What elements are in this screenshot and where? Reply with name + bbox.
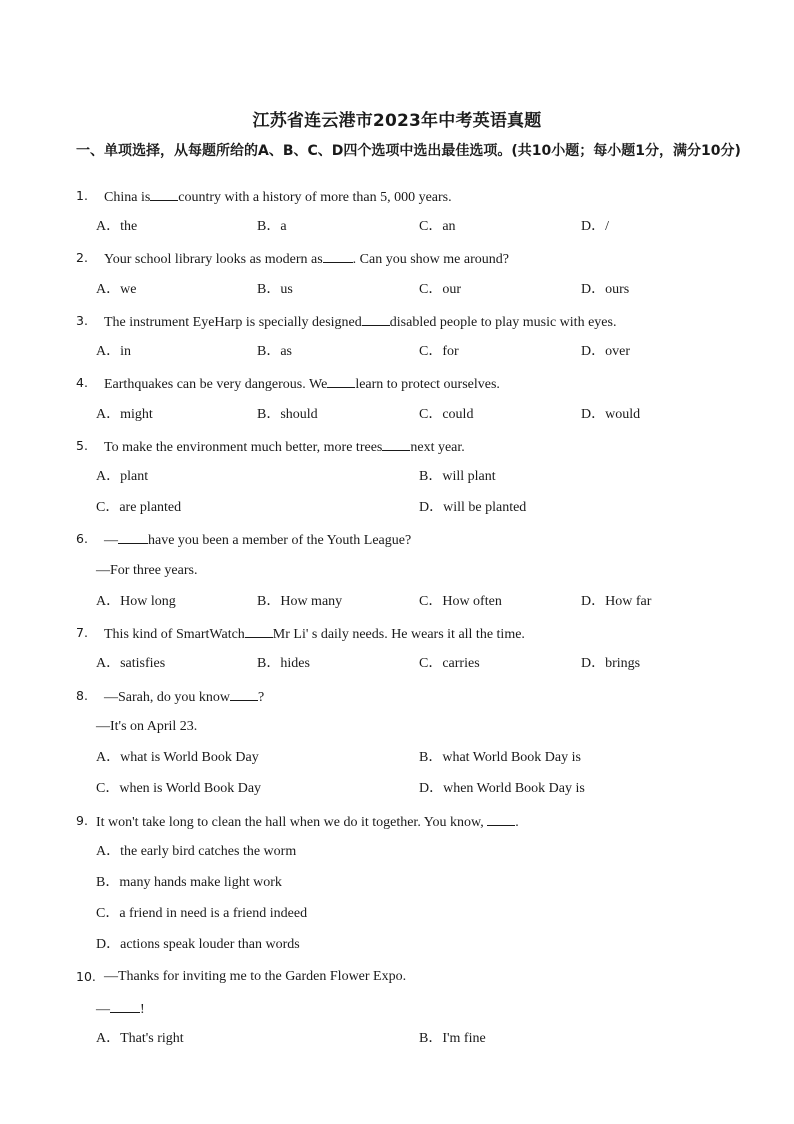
option-a: A．in	[96, 344, 131, 359]
option-c: C．our	[419, 282, 461, 297]
answer-blank	[362, 311, 390, 326]
question-number: 7.	[76, 625, 88, 640]
question-number: 6.	[76, 531, 88, 546]
option-a: A．might	[96, 407, 153, 422]
option-d: D．when World Book Day is	[419, 781, 585, 796]
section-heading: 一、单项选择，从每题所给的A、B、C、D四个选项中选出最佳选项。(共10小题；每小题1分，满分10分)	[76, 143, 741, 159]
option-d: D．ours	[581, 282, 630, 297]
question-number: 3.	[76, 313, 88, 328]
option-d: D．would	[581, 407, 641, 422]
question-text: China is country with a history of more than 5, 000 years.	[104, 186, 452, 208]
option-b: B．many hands make light work	[96, 875, 282, 890]
option-d: D．will be planted	[419, 500, 527, 515]
answer-blank	[230, 686, 258, 701]
option-a: A．satisfies	[96, 656, 166, 671]
answer-blank	[487, 811, 515, 826]
question-number: 10.	[76, 969, 96, 984]
question-number: 1.	[76, 188, 88, 203]
option-c: C．an	[419, 219, 456, 234]
option-a: A．the early bird catches the worm	[96, 844, 297, 859]
option-d: D．actions speak louder than words	[96, 937, 300, 952]
option-b: B．How many	[257, 594, 343, 609]
reply-text: —It's on April 23.	[96, 719, 198, 734]
question-number: 5.	[76, 438, 88, 453]
question-text: To make the environment much better, more trees next year.	[104, 436, 465, 458]
option-b: B．as	[257, 344, 292, 359]
question-text: — have you been a member of the Youth League?	[104, 529, 411, 551]
question-text: —Thanks for inviting me to the Garden Flower Expo.	[104, 969, 407, 984]
question-number: 9.	[76, 813, 88, 828]
option-c: C．a friend in need is a friend indeed	[96, 906, 308, 921]
answer-blank	[382, 436, 410, 451]
answer-blank	[118, 529, 148, 544]
answer-blank	[245, 623, 273, 638]
option-c: C．are planted	[96, 500, 182, 515]
option-d: D．over	[581, 344, 630, 359]
reply-text: — !	[96, 998, 145, 1020]
option-d: D．/	[581, 219, 609, 234]
option-b: B．a	[257, 219, 287, 234]
question-number: 2.	[76, 250, 88, 265]
answer-blank	[327, 373, 355, 388]
option-c: C．carries	[419, 656, 480, 671]
option-c: C．could	[419, 407, 474, 422]
question-number: 4.	[76, 375, 88, 390]
answer-blank	[323, 248, 353, 263]
option-b: B．us	[257, 282, 293, 297]
question-text: —Sarah, do you know ?	[104, 686, 264, 708]
question-text: Earthquakes can be very dangerous. We learn to protect ourselves.	[104, 373, 500, 395]
answer-blank	[110, 998, 140, 1013]
option-b: B．what World Book Day is	[419, 750, 581, 765]
question-text: Your school library looks as modern as . Can you show me around?	[104, 248, 509, 270]
option-a: A．the	[96, 219, 138, 234]
option-b: B．should	[257, 407, 318, 422]
option-b: B．I'm fine	[419, 1031, 486, 1046]
question-number: 8.	[76, 688, 88, 703]
option-c: C．when is World Book Day	[96, 781, 262, 796]
option-d: D．brings	[581, 656, 641, 671]
option-c: C．How often	[419, 594, 502, 609]
option-c: C．for	[419, 344, 459, 359]
reply-text: —For three years.	[96, 563, 198, 578]
option-a: A．what is World Book Day	[96, 750, 259, 765]
question-text: This kind of SmartWatch Mr Li' s daily needs. He wears it all the time.	[104, 623, 525, 645]
question-text: The instrument EyeHarp is specially designed disabled people to play music with eyes.	[104, 311, 616, 333]
option-a: A．plant	[96, 469, 149, 484]
page-title: 江苏省连云港市2023年中考英语真题	[252, 111, 542, 131]
option-d: D．How far	[581, 594, 652, 609]
answer-blank	[150, 186, 178, 201]
option-b: B．hides	[257, 656, 310, 671]
option-b: B．will plant	[419, 469, 496, 484]
question-text: It won't take long to clean the hall when we do it together. You know, .	[96, 811, 519, 833]
option-a: A．That's right	[96, 1031, 184, 1046]
option-a: A．we	[96, 282, 137, 297]
option-a: A．How long	[96, 594, 176, 609]
